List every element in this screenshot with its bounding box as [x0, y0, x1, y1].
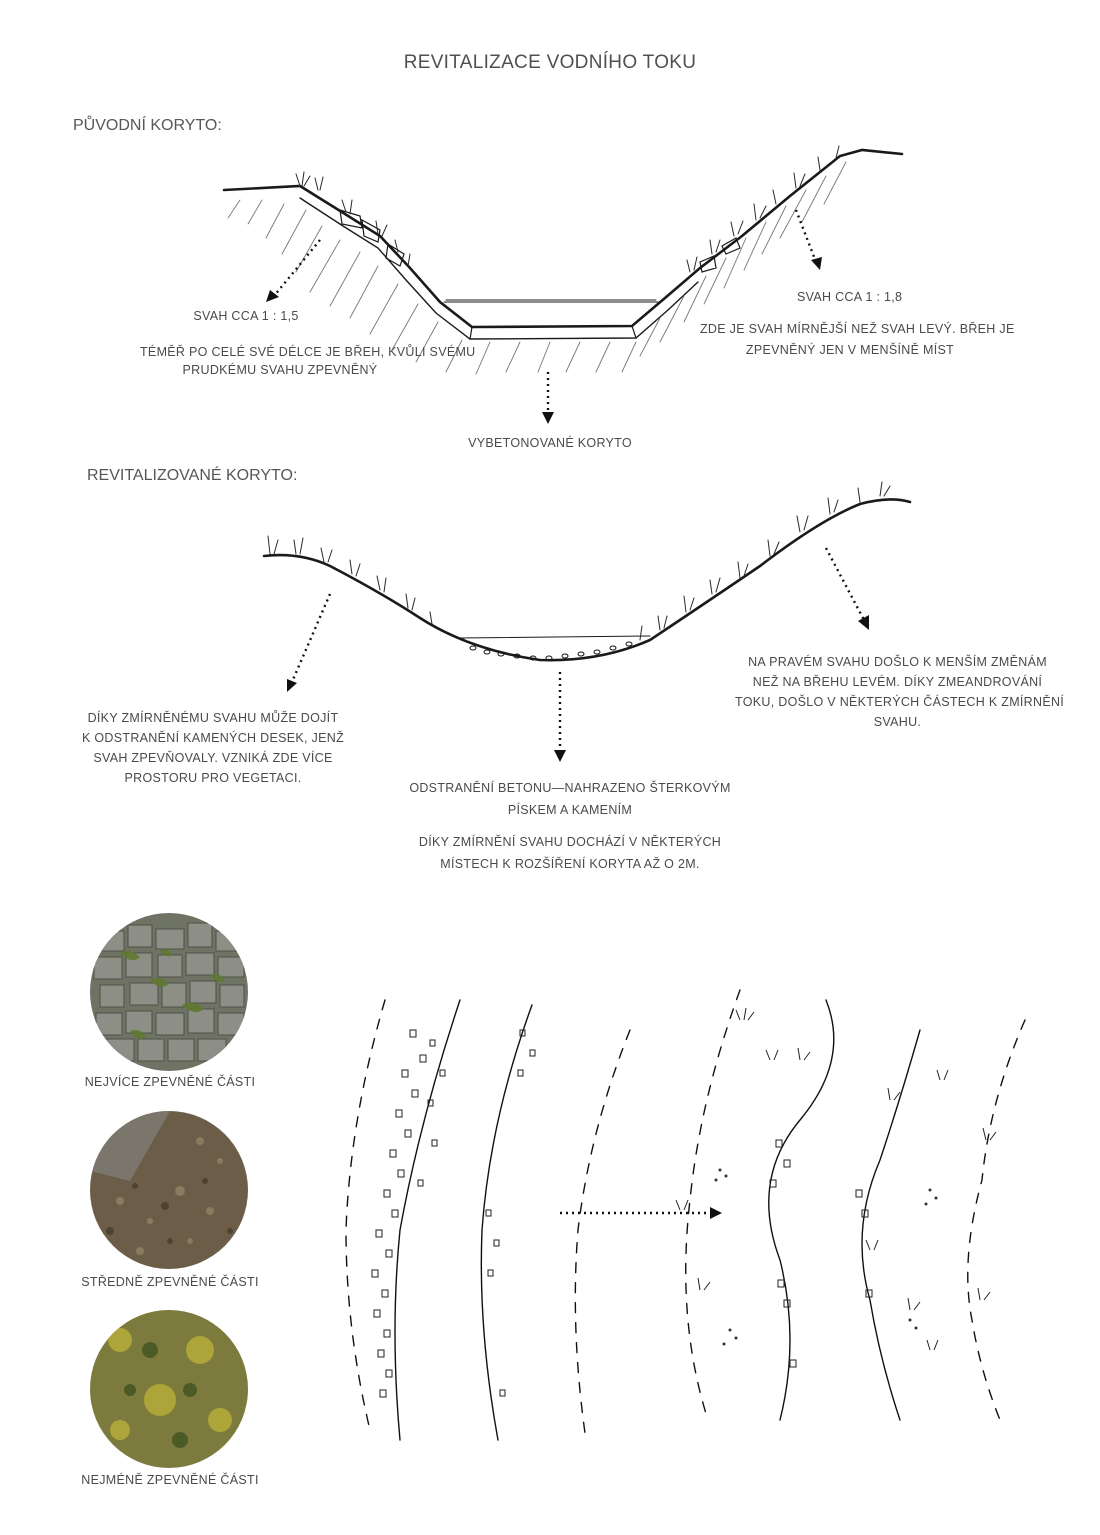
left-slope-ratio: SVAH CCA 1 : 1,5: [193, 309, 299, 323]
legend-label-medium: STŘEDNĚ ZPEVNĚNÉ ČÁSTI: [81, 1275, 259, 1289]
revitalized-left-note-line-2: K ODSTRANĚNÍ KAMENÝCH DESEK, JENŽ: [81, 731, 345, 745]
concrete-removal-note-line-1: ODSTRANĚNÍ BETONU—NAHRAZENO ŠTERKOVÝM: [409, 781, 731, 795]
revitalized-right-note-line-3: TOKU, DOŠLO V NĚKTERÝCH ČÁSTECH K ZMÍRNĚNÍ: [735, 695, 1065, 709]
revitalized-right-note-line-1: NA PRAVÉM SVAHU DOŠLO K MENŠÍM ZMĚNÁM: [748, 655, 1047, 669]
left-slope-note-line-2: PRUDKÉMU SVAHU ZPEVNĚNÝ: [182, 363, 378, 377]
right-slope-ratio: SVAH CCA 1 : 1,8: [797, 290, 903, 304]
right-slope-note-line-2: ZPEVNĚNÝ JEN V MENŠÍNĚ MÍST: [745, 343, 955, 357]
concrete-removal-note-line-2: PÍSKEM A KAMENÍM: [507, 803, 633, 817]
legend-label-most: NEJVÍCE ZPEVNĚNÉ ČÁSTI: [84, 1075, 256, 1089]
revitalized-left-note-line-1: DÍKY ZMÍRNĚNÉMU SVAHU MŮŽE DOJÍT: [87, 711, 339, 725]
right-slope-note-line-1: ZDE JE SVAH MÍRNĚJŠÍ NEŽ SVAH LEVÝ. BŘEH JE: [700, 322, 1015, 336]
page-title: REVITALIZACE VODNÍHO TOKU: [403, 52, 697, 73]
original-channel-heading: PŮVODNÍ KORYTO:: [73, 117, 222, 134]
revitalized-left-note-line-3: SVAH ZPEVŇOVALY. VZNIKÁ ZDE VÍCE: [93, 751, 333, 765]
revitalized-right-note-line-2: NEŽ NA BŘEHU LEVÉM. DÍKY ZMEANDROVÁNÍ: [752, 675, 1043, 689]
revitalized-channel-heading: REVITALIZOVANÉ KORYTO:: [87, 467, 298, 484]
revitalized-right-note-line-4: SVAHU.: [873, 715, 922, 729]
revitalized-left-note-line-4: PROSTORU PRO VEGETACI.: [124, 771, 302, 785]
widening-note-line-2: MÍSTECH K ROZŠÍŘENÍ KORYTA AŽ O 2M.: [440, 857, 700, 871]
legend-label-least: NEJMÉNĚ ZPEVNĚNÉ ČÁSTI: [81, 1473, 259, 1487]
concrete-channel-note: VYBETONOVANÉ KORYTO: [468, 436, 632, 450]
left-slope-note-line-1: TÉMĚŘ PO CELÉ SVÉ DÉLCE JE BŘEH, KVŮLI SVÉMU: [140, 345, 476, 359]
widening-note-line-1: DÍKY ZMÍRNĚNÍ SVAHU DOCHÁZÍ V NĚKTERÝCH: [418, 835, 722, 849]
